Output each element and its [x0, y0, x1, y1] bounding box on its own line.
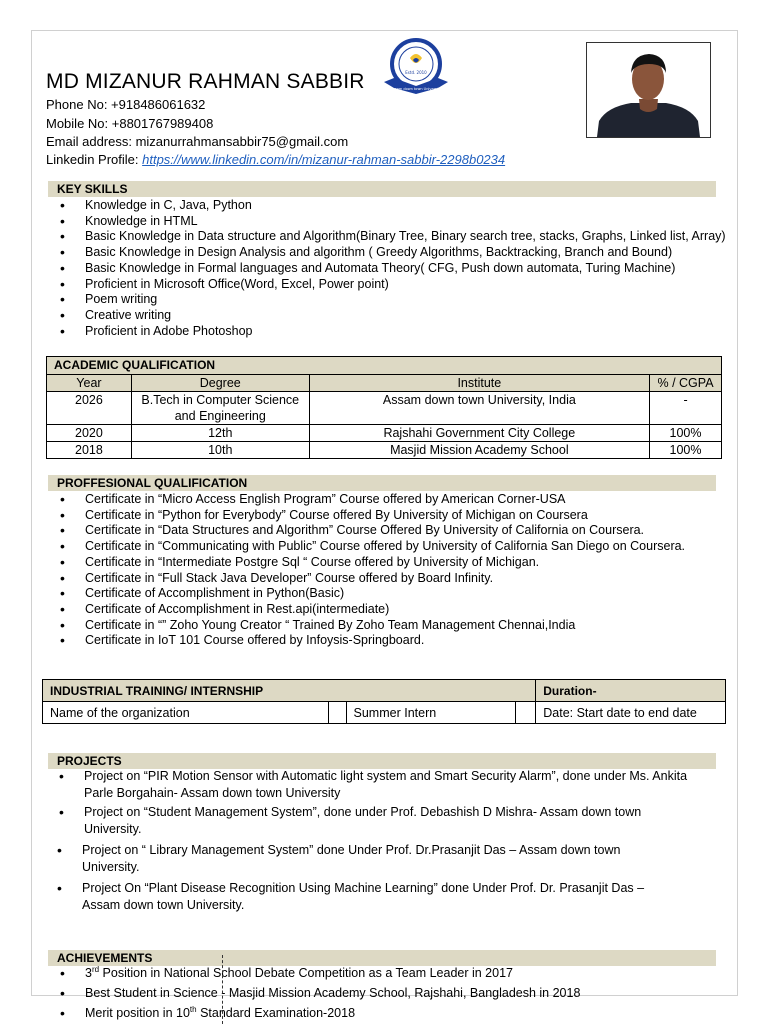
project-item	[54, 880, 644, 914]
list-item: • Certificate in “” Zoho Young Creator “ Trained By Zoho Team Management Chennai,India	[60, 618, 685, 634]
professional-list	[60, 492, 685, 649]
linkedin-profile	[46, 152, 505, 167]
academic-table	[46, 356, 722, 459]
university-logo-icon	[380, 36, 452, 98]
achievement-rank-suffix: rd	[91, 964, 100, 974]
key-skills-list	[60, 198, 726, 339]
table-header-row	[47, 375, 722, 392]
column-header: Year	[47, 375, 132, 392]
key-skills-heading: KEY SKILLS	[48, 181, 716, 197]
year-cell: 2026	[47, 392, 132, 425]
column-header: % / CGPA	[650, 375, 722, 392]
list-item: • Proficient in Microsoft Office(Word, Excel, Power point)	[60, 277, 726, 293]
internship-table	[42, 679, 726, 724]
institute-cell: Assam down town University, India	[309, 392, 649, 425]
internship-header-row	[43, 680, 726, 702]
institute-cell: Rajshahi Government City College	[309, 425, 649, 442]
year-cell: 2018	[47, 442, 132, 459]
list-item: • Certificate in “Communicating with Public” Course offered by University of California San Diego on Coursera.	[60, 539, 685, 555]
list-item: • Knowledge in HTML	[60, 214, 726, 230]
project-line: • Project On “Plant Disease Recognition Using Machine Learning” done Under Prof. Dr. Prasanjit Das –	[54, 880, 644, 897]
score-cell: -	[650, 392, 722, 425]
linkedin-label: Linkedin Profile:	[46, 152, 143, 167]
list-item: • Basic Knowledge in Formal languages and Automata Theory( CFG, Push down automata, Turing Machine)	[60, 261, 726, 277]
phone-number: Phone No: +918486061632	[46, 97, 206, 112]
achievement-rank: 3	[85, 966, 92, 980]
list-item: • Certificate in “Data Structures and Algorithm” Course Offered By University of California on Coursera.	[60, 523, 685, 539]
list-item: • Basic Knowledge in Data structure and Algorithm(Binary Tree, Binary search tree, stacks, Graphs, Linked list, Array)	[60, 229, 726, 245]
profile-photo	[586, 42, 711, 138]
project-line: University.	[84, 822, 142, 836]
degree-cell: B.Tech in Computer Science and Engineering	[131, 392, 309, 425]
duration-heading: Duration-	[536, 680, 726, 702]
date-cell: Date: Start date to end date	[536, 702, 726, 724]
academic-heading: ACADEMIC QUALIFICATION	[47, 357, 722, 375]
list-item: • Certificate of Accomplishment in Python(Basic)	[60, 586, 685, 602]
list-item: • Certificate in “Python for Everybody” Course offered By University of Michigan on Coursera	[60, 508, 685, 524]
table-row	[43, 702, 726, 724]
page-break-line	[222, 955, 223, 1024]
degree-cell: 10th	[131, 442, 309, 459]
list-item: • Proficient in Adobe Photoshop	[60, 324, 726, 340]
list-item: • Poem writing	[60, 292, 726, 308]
spacer-cell	[516, 702, 536, 724]
project-line: • Project on “ Library Management System” done Under Prof. Dr.Prasanjit Das – Assam down town	[54, 842, 620, 859]
achievements-list	[60, 965, 580, 1021]
role-cell: Summer Intern	[346, 702, 516, 724]
project-line: • Project on “PIR Motion Sensor with Automatic light system and Smart Security Alarm”, done under Ms. Ankita	[56, 768, 687, 785]
list-item: • Certificate in IoT 101 Course offered by Infoysis-Springboard.	[60, 633, 685, 649]
list-item: • Knowledge in C, Java, Python	[60, 198, 726, 214]
project-item	[56, 804, 641, 838]
professional-heading: PROFFESIONAL QUALIFICATION	[48, 475, 716, 491]
table-row	[47, 425, 722, 442]
score-cell: 100%	[650, 442, 722, 459]
achievement-text: Position in National School Debate Competition as a Team Leader in 2017	[99, 966, 513, 980]
list-item	[60, 965, 580, 981]
list-item: • Creative writing	[60, 308, 726, 324]
project-line: University.	[82, 860, 140, 874]
logo-est-text: Estd. 2010	[405, 70, 427, 75]
column-header: Degree	[131, 375, 309, 392]
project-item	[56, 768, 687, 802]
candidate-name: MD MIZANUR RAHMAN SABBIR	[46, 70, 365, 93]
year-cell: 2020	[47, 425, 132, 442]
list-item: • Certificate in “Micro Access English Program” Course offered by American Corner-USA	[60, 492, 685, 508]
project-line: Assam down town University.	[82, 898, 245, 912]
achievement-text: Merit position in 10	[85, 1006, 190, 1020]
achievement-text: Standard Examination-2018	[196, 1006, 356, 1020]
mobile-number: Mobile No: +8801767989408	[46, 116, 214, 131]
column-header: Institute	[309, 375, 649, 392]
spacer-cell	[328, 702, 346, 724]
email-address: Email address: mizanurrahmansabbir75@gmail.com	[46, 134, 349, 149]
degree-cell: 12th	[131, 425, 309, 442]
projects-heading: PROJECTS	[48, 753, 716, 769]
project-line: Parle Borgahain- Assam down town University	[84, 786, 341, 800]
list-item: • Certificate of Accomplishment in Rest.api(intermediate)	[60, 602, 685, 618]
organization-cell: Name of the organization	[43, 702, 329, 724]
project-line: • Project on “Student Management System”, done under Prof. Debashish D Mishra- Assam down town	[56, 804, 641, 821]
list-item: • Basic Knowledge in Design Analysis and algorithm ( Greedy Algorithms, Backtracking, Branch and Bound)	[60, 245, 726, 261]
table-row	[47, 392, 722, 425]
project-item	[54, 842, 620, 876]
achievement-rank-suffix: th	[189, 1004, 197, 1014]
logo-university-text: Assam down town University	[390, 87, 442, 91]
list-item: • Certificate in “Intermediate Postgre Sql “ Course offered by University of Michigan.	[60, 555, 685, 571]
list-item: • Certificate in “Full Stack Java Developer” Course offered by Board Infinity.	[60, 571, 685, 587]
achievements-heading: ACHIEVEMENTS	[48, 950, 716, 966]
linkedin-link[interactable]: https://www.linkedin.com/in/mizanur-rahman-sabbir-2298b0234	[142, 152, 506, 167]
list-item	[60, 1005, 580, 1021]
person-photo-icon	[587, 43, 710, 137]
table-row	[47, 442, 722, 459]
institute-cell: Masjid Mission Academy School	[309, 442, 649, 459]
score-cell: 100%	[650, 425, 722, 442]
internship-heading: INDUSTRIAL TRAINING/ INTERNSHIP	[43, 680, 536, 702]
list-item: • Best Student in Science - Masjid Mission Academy School, Rajshahi, Bangladesh in 2018	[60, 981, 580, 1005]
